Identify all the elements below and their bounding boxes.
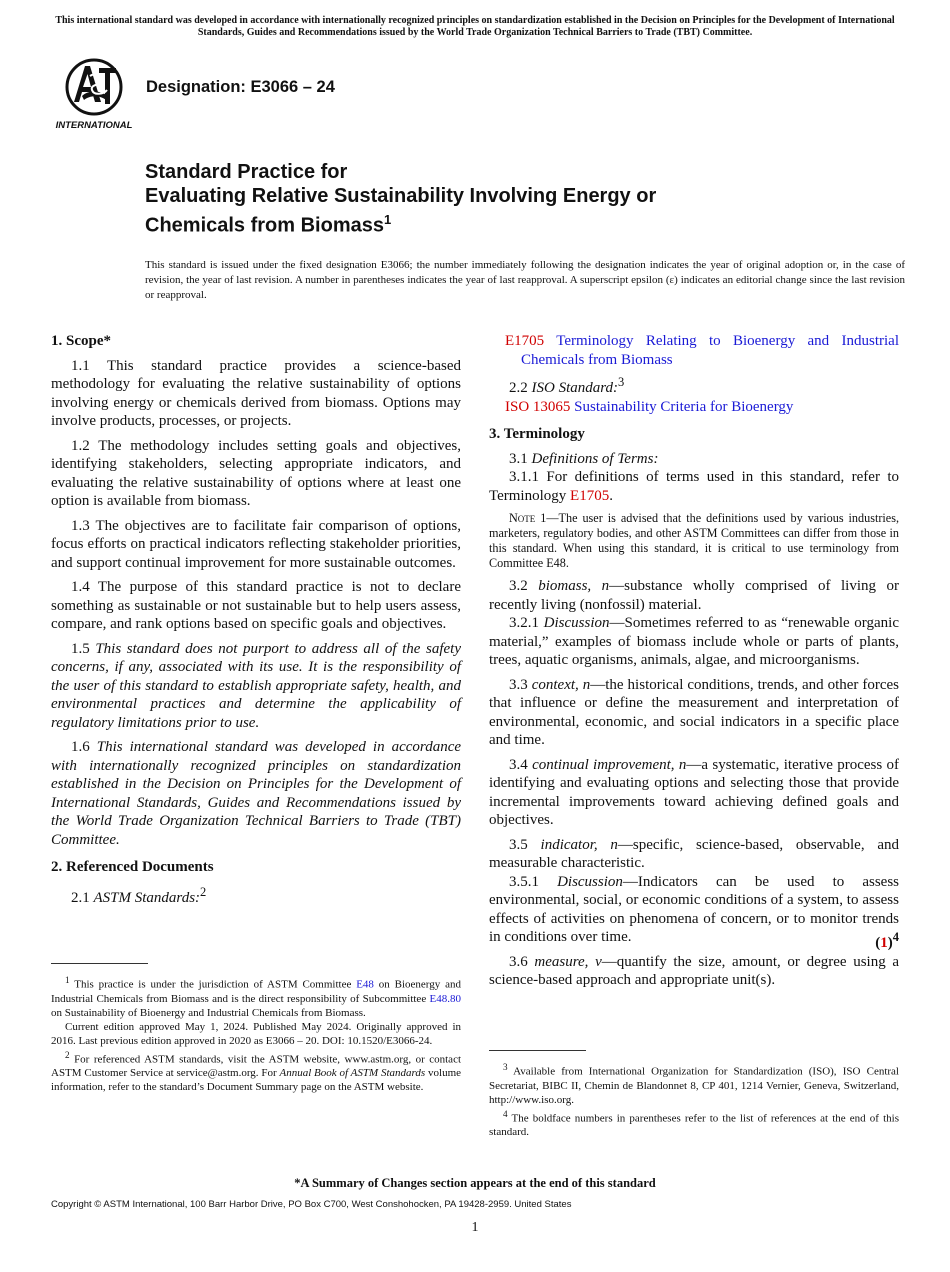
reference-citation: $(1)^4$ [875, 930, 899, 951]
para-1-2: 1.2 The methodology includes setting goals and objectives, identifying stakeholders, selecting appropriate indicators, and evaluating the relative sustainability of options where at least one option is available from biomass. [51, 437, 461, 509]
issue-note: This standard is issued under the fixed designation E3066; the number immediately following the designation indicates the year of original adoption or, in the case of revision, the year of last revision. A number in parentheses indicates the year of last reapproval. A superscript epsilon (ε) indicates an editorial change since the last revision or reapproval. [145, 259, 905, 301]
left-column [51, 332, 461, 907]
footnote-2: $^2$ For referenced ASTM standards, visit the ASTM website, www.astm.org, or contact ASTM Customer Service at service@astm.org. For Annual Book of ASTM Standards volume information, refer to the standard’s Document Summary page on the ASTM website. [51, 1049, 462, 1094]
standard-title [145, 160, 656, 238]
logo-text: INTERNATIONAL [55, 120, 133, 131]
section-referenced-documents-heading: 2. Referenced Documents [51, 859, 214, 875]
terminology-e1705-link[interactable]: E1705 [570, 487, 610, 504]
astm-logo-icon [52, 56, 136, 132]
page-number: 1 [471, 1220, 479, 1235]
ref-iso-code-link[interactable]: ISO 13065 [505, 398, 571, 415]
astm-international-logo [52, 56, 136, 132]
para-1-6: 1.6 This international standard was developed in accordance with internationally recognized principles on standardization established in the Decision on Principles for the Development of International Standards, Guides and Recommendations issued by the World Trade Organization Technical Barriers to Trade (TBT) Committee. [51, 739, 462, 848]
para-3-6: 3.6 measure, v—quantify the size, amount, or degree using a science-based approach and appropriate unit(s). [489, 953, 899, 988]
footnote-1-edition: Current edition approved May 1, 2024. Published May 2024. Originally approved in 2016. Last previous edition approved in 2020 as E3066 – 20. DOI: 10.1520/E3066-24. [51, 1020, 461, 1047]
footnotes-left [51, 963, 461, 1094]
footnote-3: $^3$ Available from International Organization for Standardization (ISO), ISO Central Secretariat, BIBC II, Chemin de Blandonnet 8, CP 401, 1214 Vernier, Geneva, Switzerland, http://www.iso.org. [489, 1062, 899, 1106]
ref-iso-13065 [489, 398, 899, 417]
right-column [489, 332, 899, 990]
footnote-1: $^1$ This practice is under the jurisdiction of ASTM Committee E48 on Bioenergy and Industrial Chemicals from Biomass and is the direct responsibility of Subcommittee E48.80 on Sustainability of Bioenergy and Industrial Chemicals from Biomass. [51, 975, 462, 1019]
title-footnote-mark: 1 [383, 212, 392, 227]
para-3-5: 3.5 indicator, n—specific, science-based, observable, and measurable characteristic. [489, 836, 900, 871]
para-3-1: 3.1 Definitions of Terms: [509, 450, 659, 467]
para-1-3: 1.3 The objectives are to facilitate fair comparison of options, focus efforts on practical indicators reflecting stakeholder priorities, and support continual improvement for more sustainable outcomes. [51, 517, 461, 571]
note-1: Note 1—The user is advised that the definitions used by various industries, marketers, regulatory bodies, and other ASTM Committees can differ from those in this standard. When using this standard, it is critical to use terminology from Committee E48. [489, 511, 899, 570]
para-3-2-1: 3.2.1 Discussion—Sometimes referred to as “renewable organic material,” examples of biomass include whole or parts of plants, trees, aquatic organisms, animals, algae, and microorganisms. [489, 615, 900, 668]
subcommittee-e48-80-link[interactable]: E48.80 [429, 992, 461, 1005]
para-3-5-1: 3.5.1 Discussion—Indicators can be used to assess environmental, social, or economic conditions of a system, to assess effects of activities on phenomena of concern, or to monitor trends in conditions over time. $(1)^4$ [489, 873, 899, 951]
top-notice: This international standard was developed in accordance with internationally recognized principles on standardization established in the Decision on Principles for the Development of International Standards, Guides and Recommendations issued by the World Trade Organization Technical Barriers to Trade (TBT) Committee. [55, 15, 895, 38]
ref-e1705 [489, 332, 899, 369]
para-1-5: 1.5 This standard does not purport to address all of the safety concerns, if any, associated with its use. It is the responsibility of the user of this standard to establish appropriate safety, health, and environmental practices and determine the applicability of regulatory limitations prior to use. [51, 640, 462, 731]
para-1-4: 1.4 The purpose of this standard practice is not to declare something as sustainable or not sustainable but to help users assess, compare, and rank options based on specific goals and objectives. [51, 579, 461, 632]
title-line-2: Evaluating Relative Sustainability Involving Energy or [145, 185, 657, 207]
footnotes-right [489, 1050, 899, 1139]
ref-e1705-code-link[interactable]: E1705 [505, 333, 545, 349]
para-3-2: 3.2 biomass, n—substance wholly comprised of living or recently living (nonfossil) material. [489, 578, 899, 613]
para-3-4: 3.4 continual improvement, n—a systematic, iterative process of identifying and evaluating options and selecting those that provide incremental improvements toward achieving defined goals and objectives. [489, 756, 900, 828]
para-3-3: 3.3 context, n—the historical conditions, trends, and other forces that influence or define the measurement and interpretation of environmental, economic, and social indicators in a specific place and time. [489, 676, 900, 748]
section-scope-heading: 1. Scope* [51, 333, 111, 349]
para-3-1-1: 3.1.1 For definitions of terms used in this standard, refer to Terminology E1705. [489, 469, 899, 504]
para-2-1: 2.1 ASTM Standards:$^2$ [71, 884, 207, 906]
designation: Designation: E3066 – 24 [146, 78, 335, 96]
ref-iso-title-link[interactable]: Sustainability Criteria for Bioenergy [574, 398, 794, 415]
para-1-1: 1.1 This standard practice provides a science-based methodology for evaluating the relative sustainability of options involving energy or chemicals derived from biomass. Options may involve products, processes, or projects. [51, 357, 461, 429]
committee-e48-link[interactable]: E48 [356, 978, 374, 991]
title-line-3: Chemicals from Biomass$^1$ [145, 212, 392, 237]
ref-e1705-title-link[interactable]: Terminology Relating to Bioenergy and Industrial Chemicals from Biomass [521, 333, 899, 368]
footnote-4: $^4$ The boldface numbers in parentheses refer to the list of references at the end of this standard. [489, 1108, 899, 1139]
reference-1-link[interactable]: 1 [880, 935, 888, 951]
summary-of-changes-note: *A Summary of Changes section appears at the end of this standard [294, 1176, 656, 1190]
para-2-2: 2.2 ISO Standard:$^3$ [509, 375, 625, 396]
section-terminology-heading: 3. Terminology [489, 426, 585, 442]
title-line-1: Standard Practice for [145, 161, 348, 183]
copyright: Copyright © ASTM International, 100 Barr Harbor Drive, PO Box C700, West Conshohocken, PA 19428-2959. United States [51, 1199, 572, 1210]
